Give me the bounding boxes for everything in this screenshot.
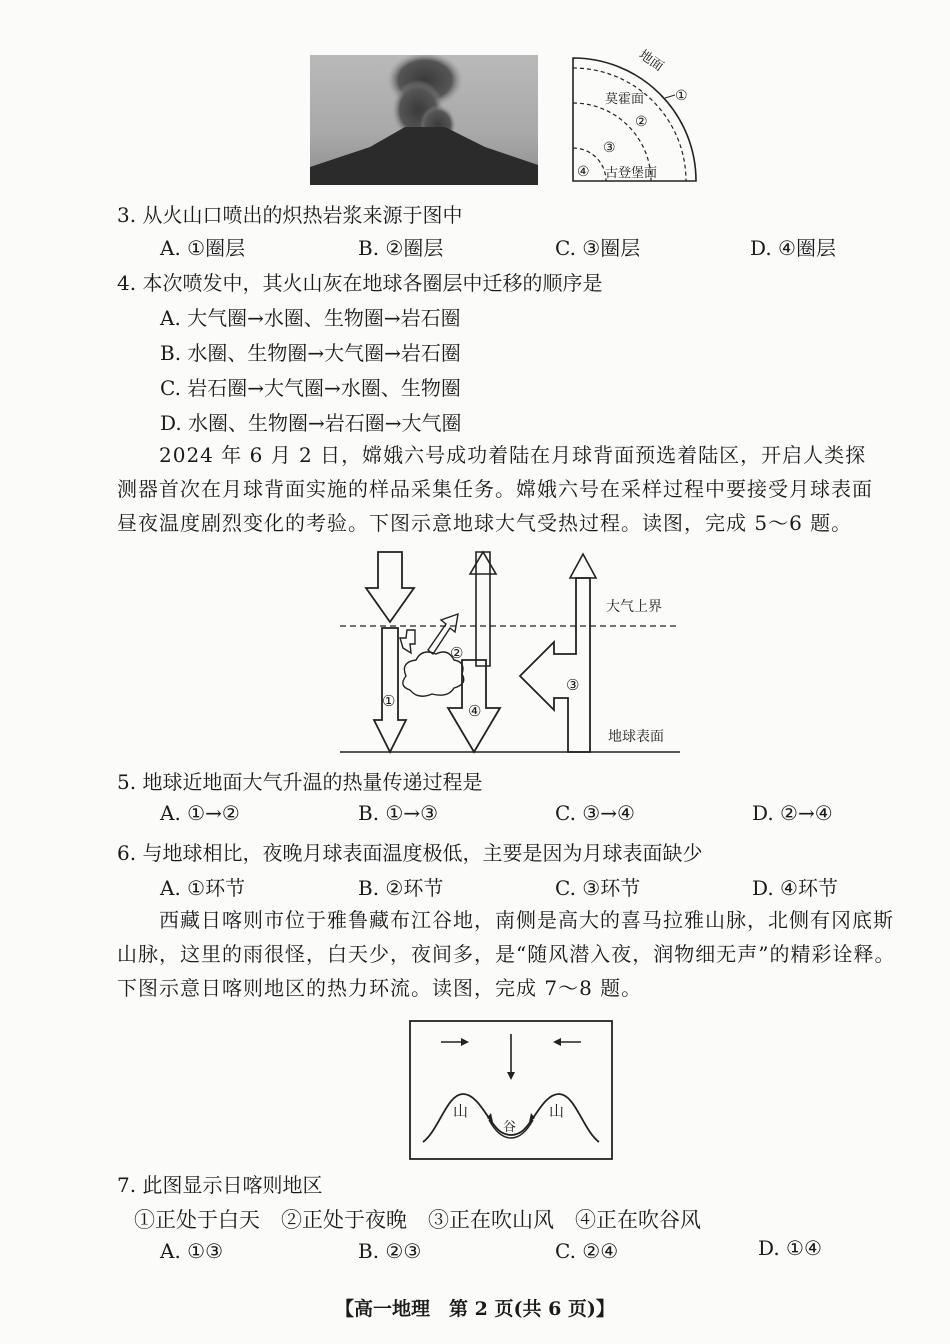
q7-option-b: B. ②③	[358, 1239, 422, 1263]
moho-label: 莫霍面	[605, 92, 645, 107]
earth-surface-label: 地球表面	[608, 729, 664, 745]
q3-option-a: A. ①圈层	[160, 236, 246, 260]
mountain-left-label: 山	[453, 1102, 469, 1120]
heating-marker-1: ①	[382, 692, 396, 710]
earth-layers-diagram	[565, 48, 705, 193]
q5-option-d: D. ②→④	[752, 801, 833, 825]
q4-stem: 4. 本次喷发中，其火山灰在地球各圈层中迁移的顺序是	[117, 271, 603, 295]
q6-stem: 6. 与地球相比，夜晚月球表面温度极低，主要是因为月球表面缺少	[117, 841, 703, 865]
q6-option-c: C. ③环节	[555, 876, 641, 900]
q4-option-d: D. 水圈、生物圈→岩石圈→大气圈	[160, 411, 462, 435]
passage-xigaze: 西藏日喀则市位于雅鲁藏布江谷地，南侧是高大的喜马拉雅山脉，北侧有冈底斯山脉，这里的雨很怪，白天少，夜间多，是“随风潜入夜，润物细无声”的精彩诠释。下图示意日喀则地区的热力环流。读图，完成 7～8 题。	[117, 908, 896, 1000]
passage-change6: 2024 年 6 月 2 日，嫦娥六号成功着陆在月球背面预选着陆区，开启人类探测器首次在月球背面实施的样品采集任务。嫦娥六号在采样过程中要接受月球表面昼夜温度剧烈变化的考验。下图示意地球大气受热过程。读图，完成 5～6 题。	[117, 443, 873, 535]
q3-stem: 3. 从火山口喷出的炽热岩浆来源于图中	[117, 203, 463, 227]
layer-marker-2: ②	[635, 114, 648, 130]
q6-option-d: D. ④环节	[752, 876, 838, 900]
q5-option-b: B. ①→③	[358, 801, 439, 825]
heating-marker-4: ④	[468, 702, 482, 720]
gutenberg-label: 古登堡面	[605, 166, 658, 181]
q6-option-a: A. ①环节	[160, 876, 246, 900]
volcano-photo	[310, 55, 538, 185]
q3-option-b: B. ②圈层	[358, 236, 444, 260]
q7-option-a: A. ①③	[160, 1239, 224, 1263]
q7-option-d: D. ①④	[758, 1236, 822, 1260]
ground-label: 地面	[635, 47, 666, 75]
page-footer: 【高一地理 第 2 页(共 6 页)】	[335, 1298, 615, 1320]
layer-marker-4: ④	[577, 164, 590, 180]
q7-option-c: C. ②④	[555, 1239, 619, 1263]
layer-marker-3: ③	[603, 140, 616, 156]
q5-option-a: A. ①→②	[160, 801, 240, 825]
q5-option-c: C. ③→④	[555, 801, 635, 825]
atmosphere-top-label: 大气上界	[606, 599, 662, 615]
q3-option-c: C. ③圈层	[555, 236, 641, 260]
q4-option-c: C. 岩石圈→大气圈→水圈、生物圈	[160, 376, 461, 400]
heating-diagram	[340, 548, 680, 758]
layer-marker-1: ①	[675, 88, 688, 104]
q3-option-d: D. ④圈层	[750, 236, 836, 260]
mountain-right-label: 山	[549, 1102, 565, 1120]
q5-stem: 5. 地球近地面大气升温的热量传递过程是	[117, 770, 483, 794]
q7-statements: ①正处于白天 ②正处于夜晚 ③正在吹山风 ④正在吹谷风	[134, 1208, 701, 1232]
q6-option-b: B. ②环节	[358, 876, 444, 900]
valley-label: 谷	[503, 1120, 517, 1135]
heating-marker-2: ②	[450, 644, 464, 662]
q4-option-a: A. 大气圈→水圈、生物圈→岩石圈	[160, 306, 461, 330]
valley-circulation-diagram	[409, 1020, 613, 1160]
q4-option-b: B. 水圈、生物圈→大气圈→岩石圈	[160, 341, 461, 365]
q7-stem: 7. 此图显示日喀则地区	[117, 1173, 323, 1197]
heating-marker-3: ③	[566, 676, 580, 694]
